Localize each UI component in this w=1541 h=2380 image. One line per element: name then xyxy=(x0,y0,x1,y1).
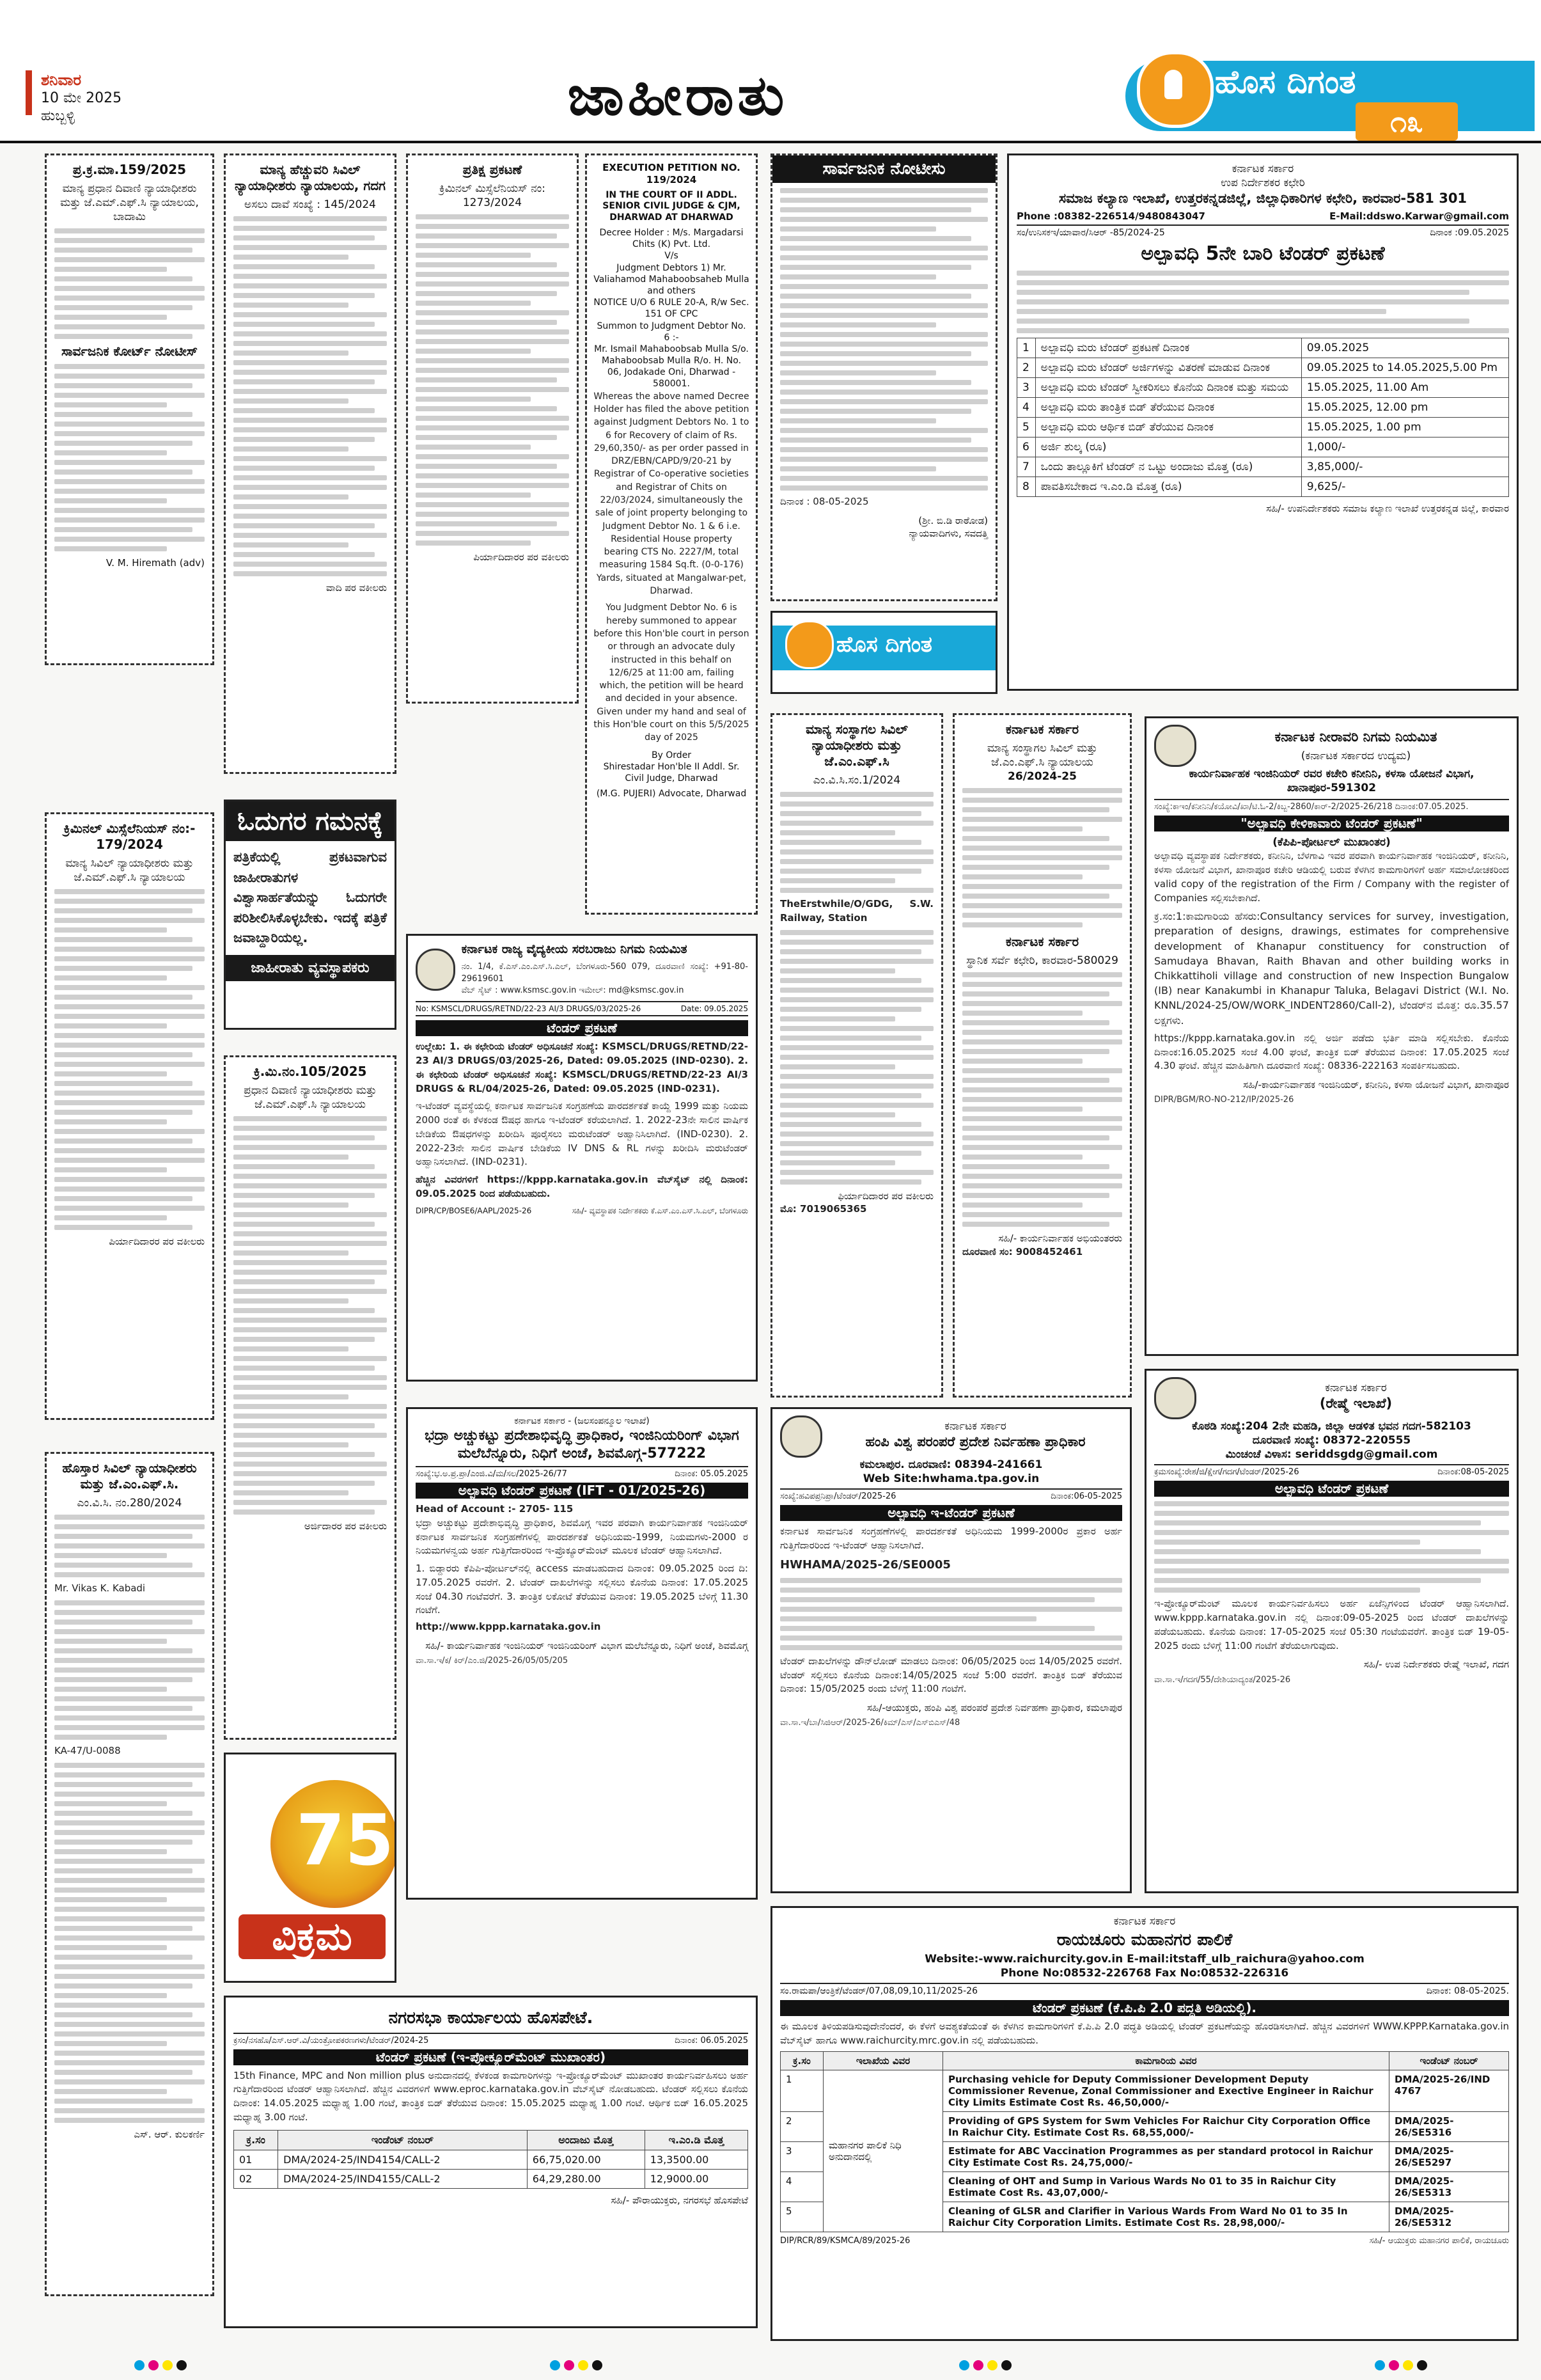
anniversary-number: 75 xyxy=(296,1799,395,1881)
knnl-logo-icon xyxy=(1154,725,1196,767)
table-cell: 3 xyxy=(781,2142,824,2172)
decree-holder: Decree Holder : M/s. Margadarsi Chits (K) Pvt. Ltd. xyxy=(599,228,744,250)
lamp-logo-icon xyxy=(1137,51,1214,128)
bhadra-body: ಭದ್ರಾ ಅಚ್ಚುಕಟ್ಟು ಪ್ರದೇಶಾಭಿವೃದ್ಧಿ ಪ್ರಾಧಿಕಾರ, ಶಿವಮೊಗ್ಗ ಇವರ ಪರವಾಗಿ ಕಾರ್ಯನಿರ್ವಾಹಕ ಇಂಜಿನಿಯರ್ ಕರ್ನಾಟಕ ಸಾರ್ವಜನಿಕ ಸಂಗ್ರಹಣೆಗಳಲ್ಲಿ ಪಾರದರ್ಶಕತೆ ಅಧಿನಿಯಮ-1999, ನಿಯಮಗಳು-2000 ರ ನಿಯಮಗಳನ್ವಯ ಅರ್ಹ ಗುತ್ತಿಗೆದಾರರಿಂದ ಇ-ಪ್ರೊಕ್ಯೂರ್‌ಮೆಂಟ್ ಮೂಲಕ ಟೆಂಡರ್ ಆಹ್ವಾನಿಸಲಾಗಿದೆ. xyxy=(416,1517,748,1557)
social-contact-row xyxy=(1017,210,1509,222)
notice-body-lines xyxy=(962,788,1122,927)
table-cell: DMA/2024-25/IND4155/CALL-2 xyxy=(278,2169,528,2188)
ksmsc-footer xyxy=(416,1206,748,1216)
raichur-body: ಈ ಮೂಲಕ ತಿಳಿಯಪಡಿಸುವುದೇನೆಂದರೆ, ಈ ಕೆಳಗೆ ಅವಶ್ಯಕತೆಯಂತೆ ಈ ಕೆಳಗಿನ ಕಾಮಗಾರಿಗಳಿಗೆ ಕೆ.ಪಿ.ಪಿ 2.0 ಪದ್ಧತಿ ಅಡಿಯಲ್ಲಿ ಟೆಂಡರ್ ಪ್ರಕಟಣೆಯನ್ನು ಹೊರಡಿಸಲಾಗಿದೆ. ಹೆಚ್ಚಿನ ವಿವರಗಳಿಗೆ WWW.KPPP.Karnataka.gov.in ವೆಬ್‌ಸೈಟ್ ಹಾಗೂ www.raichurcity.mrc.gov.in ನಲ್ಲಿ ಪಡೆಯಬಹುದು. xyxy=(780,2020,1509,2046)
ksmsc-address: ನಂ. 1/4, ಕೆ.ಎಸ್.ಎಂ.ಎಸ್.ಸಿ.ಎಲ್, ಬೆಂಗಳೂರು-560 079, ದೂರವಾಣಿ ಸಂಖ್ಯೆ: +91-80-29619601 xyxy=(461,961,748,984)
silk-heading: ಅಲ್ಪಾವಧಿ ಟೆಂಡರ್ ಪ್ರಕಟಣೆ xyxy=(1154,1481,1509,1497)
knnl-work-description: ಕ್ರ.ಸಂ:1:ಕಾಮಗಾರಿಯ ಹೆಸರು:Consultancy services for survey, investigation, preparation of designs, drawings, estimates for comprehensive development of Khanapur constituency for construction of Samudaya Bhavan, Raith Bhavan and other building works in Chikkattiholi village and construction of new Inspection Bungalow (IB) near Kanakumbi in Khanapur Taluka, Belagavi District (W.I. No. KNNL/2024-25/OW/WORK_INDENT2860/Call-2), ಟೆಂಡರ್‌ನ ಮೊತ್ತ: ರೂ.35.57 ಲಕ್ಷಗಳು. xyxy=(1154,910,1509,1027)
court-notice-mvc xyxy=(45,1452,214,2296)
bhadra-dates: 1. ಬಿಡ್ದಾರರು ಕೆಪಿಪಿ-ಪೋರ್ಟಲ್‌ನಲ್ಲಿ access ಮಾಡಬಹುದಾದ ದಿನಾಂಕ: 09.05.2025 ರಿಂದ ದಿ: 17.05.2025 ರವರೆಗೆ. 2. ಟೆಂಡರ್ ದಾಖಲೆಗಳನ್ನು ಸಲ್ಲಿಸಲು ಕೊನೆಯ ದಿನಾಂಕ: 17.05.2025 ಸಂಜೆ 04.30 ಗಂಟೆವರೆಗೆ. 3. ತಾಂತ್ರಿಕ ಲಕೋಟೆ ತೆರೆಯುವ ದಿನಾಂಕ: 19.05.2025 ಬೆಳಿಗ್ಗೆ 11.30 ಗಂಟೆಗೆ. xyxy=(416,1563,748,1616)
work-cell: Providing of GPS System for Swm Vehicles For Raichur City Corporation Office In Raichur City. Estimate Cost Rs. 68,55,000/- xyxy=(943,2112,1389,2142)
indent-cell: DMA/2025-26/SE5312 xyxy=(1389,2202,1509,2232)
advocate-signature: ಎಸ್. ಆರ್. ಕುಲಕರ್ಣಿ xyxy=(134,2128,205,2140)
ksmsc-signature: ಸಹಿ/- ವ್ಯವಸ್ಥಾಪಕ ನಿರ್ದೇಶಕರು ಕೆ.ಎಸ್.ಎಂ.ಎಸ್.ಸಿ.ಎಲ್, ಬೆಂಗಳೂರು xyxy=(572,1206,748,1215)
readers-notice-box xyxy=(224,800,396,1030)
table-cell: 4 xyxy=(1017,397,1036,417)
silk-signature: ಸಹಿ/- ಉಪ ನಿರ್ದೇಶಕರು ರೇಷ್ಮೆ ಇಲಾಖೆ, ಗದಗ xyxy=(1363,1659,1509,1671)
knnl-ref: ಸಂಖ್ಯೆ:ಕಾಇಂ/ಕನೀನಿನಿ/ಕಯೋವಿ/ಖಾ/ಟಿ.ಓ-2/ಕಿಬ್ಬ-2860/ಕಾರ್-2/2025-26/218 ದಿನಾಂಕ:07.05.2025. xyxy=(1154,799,1509,812)
table-cell: 7 xyxy=(1017,457,1036,477)
notice-body-lines xyxy=(54,1600,205,1740)
execution-petition-notice xyxy=(585,154,758,915)
brand-name: ಹೊಸ ದಿಗಂತ xyxy=(1215,63,1356,100)
hosapete-body: 15th Finance, MPC and Non million plus ಅನುದಾನದಲ್ಲಿ ಕೆಳಕಂಡ ಕಾಮಗಾರಿಗಳನ್ನು ಇ-ಪ್ರೋಕ್ಯೂರ್‌ಮೆಂಟ್ ಮುಖಾಂತರ ಕಾರ್ಯನಿರ್ವಹಿಸಲು ಅರ್ಹ ಗುತ್ತಿಗೆದಾರರಿಂದ ಟೆಂಡರ್ ಆಹ್ವಾನಿಸಲಾಗಿದೆ. ಹೆಚ್ಚಿನ ವಿವರಗಳಿಗೆ www.eproc.karnataka.gov.in ವೆಬ್‌ಸೈಟ್ ನೋಡಬಹುದು. ಟೆಂಡರ್ ಸಲ್ಲಿಸಲು ಕೊನೆಯ ದಿನಾಂಕ: 14.05.2025 ಮಧ್ಯಾಹ್ನ 1.00 ಗಂಟೆ, ತಾಂತ್ರಿಕ ಬಿಡ್ ತೆರೆಯುವ ದಿನಾಂಕ: 15.05.2025 ಮಧ್ಯಾಹ್ನ 1.00 ಗಂಟೆ. ಆರ್ಥಿಕ ಬಿಡ್ 16.05.2025 ಮಧ್ಯಾಹ್ನ 3.00 ಗಂಟೆ. xyxy=(233,2069,748,2123)
table-row xyxy=(234,2150,748,2169)
table-cell: 1 xyxy=(781,2070,824,2112)
bhadra-website[interactable]: http://www.kppp.karnataka.gov.in xyxy=(416,1621,601,1633)
raichur-tender-ad xyxy=(770,1906,1519,2341)
indent-cell: DMA/2025-26/SE5313 xyxy=(1389,2172,1509,2202)
page-header xyxy=(0,0,1541,143)
notice-phone: ದೂರವಾಣಿ ಸಂ: 9008452461 xyxy=(962,1245,1083,1257)
brand-masthead xyxy=(1125,45,1535,141)
ksmsc-heading: ಟೆಂಡರ್ ಪ್ರಕಟಣೆ xyxy=(416,1020,748,1036)
court-notice-gadag xyxy=(224,154,396,774)
hampi-tender-number: HWHAMA/2025-26/SE0005 xyxy=(780,1557,951,1572)
notice-subtitle-2: ಸ್ಥಾನಿಕ ಸರ್ವೆ ಕಛೇರಿ, ಕಾರವಾರ-580029 xyxy=(966,954,1118,968)
notice-title: ಪ್ರತಿಕ್ಷ ಪ್ರಕಟಣೆ xyxy=(462,162,522,177)
hosapete-title: ನಗರಸಭಾ ಕಾರ್ಯಾಲಯ ಹೊಸಪೇಟೆ. xyxy=(388,2008,593,2028)
ksmsc-references: ಉಲ್ಲೇಖ: 1. ಈ ಕಛೇರಿಯ ಟೆಂಡರ್ ಅಧಿಸೂಚನೆ ಸಂಖ್ಯೆ: KSMSCL/DRUGS/RETND/22-23 AI/3 DRUGS/03/2025-26, Dated: 09.05.2025 (IND-0230). 2. ಈ ಕಛೇರಿಯ ಟೆಂಡರ್ ಅಧಿಸೂಚನೆ ಸಂಖ್ಯೆ: KSMSCL/DRUGS/RETND/22-23 AI/3 DRUGS & RL/04/2025-26, Dated: 09.05.2025 (IND-0231). xyxy=(416,1041,748,1094)
notice-signature: ಸಹಿ/- ಕಾರ್ಯನಿರ್ವಾಹಕ ಅಭಿಯಂತರರು xyxy=(998,1233,1122,1245)
silk-ref: ಕ್ರಮಸಂಖ್ಯೆ:ರೇಶ/ಜಿ/ಕ್ಷೇಗ/ಗದಗ/ಟೆಂಡರ್/2025-26 xyxy=(1154,1467,1299,1478)
readers-notice-text: ಪತ್ರಿಕೆಯಲ್ಲಿ ಪ್ರಕಟವಾಗುವ ಜಾಹೀರಾತುಗಳ ವಿಶ್ವಾಸಾರ್ಹತೆಯನ್ನು ಓದುಗರೇ ಪರಿಶೀಲಿಸಿಕೊಳ್ಳಬೇಕು. ಇದಕ್ಕೆ ಪತ್ರಿಕೆ ಜವಾಬ್ದಾರಿಯಲ್ಲ. xyxy=(233,849,387,945)
notice-title: ಪ್ರ.ಕ್ರ.ಮಾ.159/2025 xyxy=(72,162,187,177)
public-notice-signature-place: ನ್ಯಾಯವಾದಿಗಳು, ಸವದತ್ತಿ xyxy=(909,528,988,539)
table-cell: 3 xyxy=(1017,377,1036,397)
col-header: ಕ್ರ.ಸಂ xyxy=(781,2052,824,2070)
public-notice-date: ದಿನಾಂಕ : 08-05-2025 xyxy=(780,496,869,507)
notice-body-lines xyxy=(416,214,569,546)
hampi-place: ಕಮಲಾಪುರ. ದೂರವಾಣಿ: 08394-241661 xyxy=(859,1458,1043,1471)
bhadra-ref: ಸಂಖ್ಯೆ:ಭ.ಅ.ಪ್ರ.ಪ್ರಾ/ಎಂಜಿ.ವಿ/ಮ/ಸಲ/2025-26/77 xyxy=(416,1469,567,1479)
table-cell: 15.05.2025, 1.00 pm xyxy=(1301,417,1508,437)
raichur-org: ರಾಯಚೂರು ಮಹಾನಗರ ಪಾಲಿಕೆ xyxy=(1056,1930,1233,1950)
table-row xyxy=(1017,457,1509,477)
hosapete-ref: ಕ್ರಸಂ/ನಸಹೊ/ಎಸ್.ಆರ್.ವಿ/ಯಂತ್ರೋಪಕರಣಗಳು/ಟೆಂಡರ್/2024-25 xyxy=(233,2035,429,2045)
silk-body-lines xyxy=(1154,1501,1509,1593)
advocate-signature: ಫಿರ್ಯಾದಿದಾರರ ಪರ ವಕೀಲರು xyxy=(838,1190,934,1202)
hampi-body: ಕರ್ನಾಟಕ ಸಾರ್ವಜನಿಕ ಸಂಗ್ರಹಣೆಗಳಲ್ಲಿ ಪಾರದರ್ಶಕತೆ ಅಧಿನಿಯಮ 1999-2000ರ ಪ್ರಕಾರ ಅರ್ಹ ಗುತ್ತಿಗೆದಾರರಿಂದ ಇ-ಟೆಂಡರ್ ಆಹ್ವಾನಿಸಲಾಗಿದೆ. xyxy=(780,1525,1122,1551)
table-cell: ಅಲ್ಪಾವಧಿ ಮರು ಟೆಂಡರ್ ಸ್ವೀಕರಿಸಲು ಕೊನೆಯ ದಿನಾಂಕ ಮತ್ತು ಸಮಯ xyxy=(1035,377,1301,397)
work-cell: Estimate for ABC Vaccination Programmes as per standard protocol in Raichur City Estimate Cost Rs. 24,75,000/- xyxy=(943,2142,1389,2172)
court-notice-crmisc-105 xyxy=(224,1055,396,1740)
table-cell: 15.05.2025, 12.00 pm xyxy=(1301,397,1508,417)
hampi-dipr-ref: ವಾ.ಸಾ.ಇ/ಬಾ/ಸಿಜಿಆರ್/2025-26/ಕಿಮ್/ಎಸ್/ಎಸ್‌ಬಿಎಸ್/48 xyxy=(780,1718,960,1728)
hampi-header xyxy=(780,1415,1122,1458)
registration-marks xyxy=(959,2360,1023,2374)
hampi-tender-ad xyxy=(770,1407,1132,1893)
knnl-office: ಕಾರ್ಯನಿರ್ವಾಹಕ ಇಂಜಿನಿಯರ್ ರವರ ಕಚೇರಿ ಕನೀನಿನಿ, ಕಳಸಾ ಯೋಜನೆ ವಿಭಾಗ, ಖಾನಾಪೂರ-591302 xyxy=(1189,768,1475,795)
knnl-heading: "ಅಲ್ಪಾವಧಿ ಕೇಳಿಕಾವಾರು ಟೆಂಡರ್ ಪ್ರಕಟಣೆ" xyxy=(1154,816,1509,831)
notice-body-lines xyxy=(780,930,934,1185)
table-cell: 13,3500.00 xyxy=(645,2150,747,2169)
col-header: ಇಂಡೆಂಟ್ ನಂಬರ್ xyxy=(1389,2052,1509,2070)
silk-phone: ದೂರವಾಣಿ ಸಂಖ್ಯೆ: 08372-220555 xyxy=(1252,1434,1411,1447)
work-cell: Purchasing vehicle for Deputy Commissioner Development Deputy Commissioner Revenue, Zonal Commissioner and Exective Engineer in Raichur City Limits Estimate Cost Rs. 46,50,000/- xyxy=(943,2070,1389,2112)
public-notice-title: ಸಾರ್ವಜನಿಕ ನೋಟೀಸು xyxy=(772,155,996,183)
notice-subtitle: ಅಸಲು ದಾವೆ ಸಂಖ್ಯೆ : 145/2024 xyxy=(244,198,376,211)
table-cell: 4 xyxy=(781,2172,824,2202)
col-header: ಅಂದಾಜು ಮೊತ್ತ xyxy=(527,2130,645,2150)
bhadra-tender-ad xyxy=(406,1407,758,1900)
social-govt-title: ಕರ್ನಾಟಕ ಸರ್ಕಾರ xyxy=(1232,162,1294,175)
table-cell: 5 xyxy=(1017,417,1036,437)
table-row xyxy=(1017,437,1509,457)
notice-body-lines xyxy=(54,1763,205,2123)
hampi-dates: ಟೆಂಡರ್ ದಾಖಲೆಗಳನ್ನು ಡೌನ್‌ಲೋಡ್ ಮಾಡಲು ದಿನಾಂಕ: 06/05/2025 ರಿಂದ 14/05/2025 ರವರೆಗೆ. ಟೆಂಡರ್ ಸಲ್ಲಿಸಲು ಕೊನೆಯ ದಿನಾಂಕ:14/05/2025 ಸಂಜೆ 5:00 ರವರೆಗೆ. ತಾಂತ್ರಿಕ ಬಿಡ್ ತೆರೆಯುವ ದಿನಾಂಕ: 15/05/2025 ರಂದು ಬೆಳಗ್ಗೆ 11:00 ಗಂಟೆಗೆ. xyxy=(780,1655,1122,1695)
social-org: ಸಮಾಜ ಕಲ್ಯಾಣ ಇಲಾಖೆ, ಉತ್ತರಕನ್ನಡಜಿಲ್ಲೆ, ಜಿಲ್ಲಾಧಿಕಾರಿಗಳ ಕಛೇರಿ, ಕಾರವಾರ-581 301 xyxy=(1058,191,1467,207)
notice-body-lines xyxy=(780,188,988,491)
notice-title: ಕ್ರಿಮಿನಲ್ ಮಿಸ್ಸೆಲೆನಿಯಸ್ ನಂ:- 179/2024 xyxy=(63,821,196,852)
summon-heading: Summon to Judgment Debtor No. 6 :- xyxy=(597,320,746,343)
ksmsc-date: Date: 09.05.2025 xyxy=(680,1004,748,1014)
raichur-phone: Phone No:08532-226768 Fax No:08532-226316 xyxy=(1000,1966,1289,1980)
table-cell: ಒಂದು ತಾಲ್ಲೂಕಿಗೆ ಟೆಂಡರ್ ನ ಒಟ್ಟು ಅಂದಾಜು ಮೊತ್ತ (ರೂ) xyxy=(1035,457,1301,477)
hosapete-tender-ad xyxy=(224,1996,758,2328)
advocate-signature: V. M. Hiremath (adv) xyxy=(106,557,205,569)
bhadra-govt-title: ಕರ್ನಾಟಕ ಸರ್ಕಾರ - (ಜಲಸಂಪನ್ಮೂಲ ಇಲಾಖೆ) xyxy=(514,1416,650,1426)
hampi-emblem-icon xyxy=(780,1415,822,1458)
notice-subtitle: ಪ್ರಧಾನ ದಿವಾಣಿ ನ್ಯಾಯಾಧೀಶರು ಮತ್ತು ಜೆ.ಎಮ್.ಎಫ್.ಸಿ ನ್ಯಾಯಾಲಯ xyxy=(244,1084,377,1112)
party-name: TheErstwhile/O/GDG, S.W. Railway, Station xyxy=(780,898,934,924)
silk-dept: (ರೇಷ್ಮೆ ಇಲಾಖೆ) xyxy=(1319,1395,1393,1411)
social-signature: ಸಹಿ/- ಉಪನಿರ್ದೇಶಕರು ಸಮಾಜ ಕಲ್ಯಾಣ ಇಲಾಖೆ ಉತ್ತರಕನ್ನಡ ಜಿಲ್ಲೆ, ಕಾರವಾರ xyxy=(1266,502,1509,514)
public-notice-signature: (ಶ್ರೀ. ಬಿ.ಡಿ ರಾಠೋಡ) xyxy=(918,514,988,526)
hampi-date: ದಿನಾಂಕ:06-05-2025 xyxy=(1051,1492,1122,1502)
bhadra-ref-row xyxy=(416,1466,748,1479)
hosapete-signature: ಸಹಿ/- ಪೌರಾಯುಕ್ತರು, ನಗರಸಭೆ ಹೊಸಪೇಟೆ xyxy=(611,2194,748,2206)
petition-number: EXECUTION PETITION NO. 119/2024 xyxy=(602,162,740,185)
registration-marks xyxy=(134,2360,198,2374)
table-cell: 2 xyxy=(1017,358,1036,377)
work-cell: Cleaning of GLSR and Clarifier in Various Wards From Ward No 01 to 35 In Raichur City Corporation Limits. Estimate Cost Rs. 28,98,000/- xyxy=(943,2202,1389,2232)
notice-title: ಮಾನ್ಯ ಹೆಚ್ಚುವರಿ ಸಿವಿಲ್ ನ್ಯಾಯಾಧೀಶರು ನ್ಯಾಯಾಲಯ, ಗದಗ xyxy=(235,162,386,193)
social-heading: ಅಲ್ಪಾವಧಿ 5ನೇ ಬಾರಿ ಟೆಂಡರ್ ಪ್ರಕಟಣೆ xyxy=(1141,242,1385,265)
public-notice-savadatti xyxy=(770,154,997,601)
table-cell: DMA/2024-25/IND4154/CALL-2 xyxy=(278,2150,528,2169)
col-header: ಇಲಾಖೆಯ ವಿವರ xyxy=(824,2052,943,2070)
notice-body-lines xyxy=(54,1515,205,1577)
advocate-name: (M.G. PUJERI) Advocate, Dharwad xyxy=(596,789,747,800)
table-cell: ಅಲ್ಪಾವಧಿ ಮರು ಟೆಂಡರ್ ಅರ್ಜಿಗಳನ್ನು ವಿತರಣೆ ಮಾಡುವ ದಿನಾಂಕ xyxy=(1035,358,1301,377)
midcol-notices xyxy=(953,713,1132,1398)
social-phone: Phone :08382-226514/9480843047 xyxy=(1017,210,1205,223)
hosapete-heading: ಟೆಂಡರ್ ಪ್ರಕಟಣೆ (ಇ-ಪ್ರೋಕ್ಯೂರ್‌ಮೆಂಟ್ ಮುಖಾಂತರ) xyxy=(233,2049,748,2065)
notice-title: ಕರ್ನಾಟಕ ಸರ್ಕಾರ xyxy=(1005,721,1079,737)
advocate-signature: ಅರ್ಜಿದಾರರ ಪರ ವಕೀಲರು xyxy=(304,1520,387,1533)
social-email: E-Mail:ddswo.Karwar@gmail.com xyxy=(1329,210,1509,223)
notice-body-lines xyxy=(233,1116,387,1515)
registration-marks xyxy=(1375,2360,1439,2374)
table-cell: 12,9000.00 xyxy=(645,2169,747,2188)
raichur-signature: ಸಹಿ/- ಆಯುಕ್ತರು ಮಹಾನಗರ ಪಾಲಿಕೆ, ರಾಯಚೂರು xyxy=(1369,2236,1509,2246)
notice-body-lines xyxy=(233,216,387,576)
table-cell: 1 xyxy=(1017,338,1036,358)
table-cell: 15.05.2025, 11.00 Am xyxy=(1301,377,1508,397)
ksmsc-ref: No: KSMSCL/DRUGS/RETND/22-23 AI/3 DRUGS/03/2025-26 xyxy=(416,1004,641,1014)
notice-subtitle: ಎಂ.ವಿ.ಸಿ. ನಂ.280/2024 xyxy=(77,1497,182,1509)
silk-ref-row xyxy=(1154,1464,1509,1477)
raichur-dipr-ref: DIP/RCR/89/KSMCA/89/2025-26 xyxy=(780,2236,911,2246)
silk-email: ಮಿಂಚಂಚೆ ವಿಳಾಸ: seriddsgdg@gmail.com xyxy=(1225,1448,1438,1462)
date-block xyxy=(41,70,207,125)
hampi-body-lines xyxy=(780,1578,1122,1650)
advocate-signature: ಪಿರ್ಯಾದಿದಾರರ ಪರ ವಕೀಲರು xyxy=(473,551,569,563)
table-row xyxy=(1017,397,1509,417)
bhadra-org: ಭದ್ರಾ ಅಚ್ಚುಕಟ್ಟು ಪ್ರದೇಶಾಭಿವೃದ್ಧಿ ಪ್ರಾಧಿಕಾರ, ಇಂಜಿನಿಯರಿಂಗ್ ವಿಭಾಗ ಮಲೆಬೆನ್ನೂರು, ನಿಧಿಗೆ ಅಂಚೆ, ಶಿವಮೊಗ್ಗ-577222 xyxy=(425,1428,739,1462)
col-header: ಕ್ರ.ಸಂ xyxy=(234,2130,278,2150)
table-cell: 66,75,020.00 xyxy=(527,2150,645,2169)
knnl-signature: ಸಹಿ/-ಕಾರ್ಯನಿರ್ವಾಹಕ ಇಂಜಿನಿಯರ್, ಕನೀನಿನಿ, ಕಳಸಾ ಯೋಜನೆ ವಿಭಾಗ, ಖಾನಾಪೂರ xyxy=(1243,1079,1509,1091)
ksmsc-ref-row xyxy=(416,1001,748,1016)
notice-title: ಹೊಸ್ತಾರ ಸಿವಿಲ್ ನ್ಯಾಯಾಧೀಶರು ಮತ್ತು ಜೆ.ಎಂ.ಎಫ್.ಸಿ. xyxy=(62,1460,197,1492)
col-header: ಕಾಮಗಾರಿಯ ವಿವರ xyxy=(943,2052,1389,2070)
social-body-lines xyxy=(1017,271,1509,333)
table-cell: 9,625/- xyxy=(1301,477,1508,496)
bhadra-head-of-account: Head of Account :- 2705- 115 xyxy=(416,1503,574,1515)
table-row xyxy=(1017,377,1509,397)
readers-notice-footer: ಜಾಹೀರಾತು ವ್ಯವಸ್ಥಾಪಕರು xyxy=(226,955,395,981)
advocate-phone: ಮೊ: 7019065365 xyxy=(780,1202,867,1215)
silk-govt-title: ಕರ್ನಾಟಕ ಸರ್ಕಾರ xyxy=(1325,1381,1387,1394)
col-header: ಇ.ಎಂ.ಡಿ ಮೊತ್ತ xyxy=(645,2130,747,2150)
ksmsc-web-note: ಹೆಚ್ಚಿನ ವಿವರಗಳಿಗೆ https://kppp.karnataka.gov.in ವೆಬ್‌ಸೈಟ್ ನಲ್ಲಿ ದಿನಾಂಕ: 09.05.2025 ರಿಂದ ಪಡೆಯಬಹುದು. xyxy=(416,1174,748,1199)
table-row xyxy=(234,2169,748,2188)
ksmsc-web: ವೆಬ್ ಸೈಟ್ : www.ksmsc.gov.in ಇಮೇಲ್: md@ksmsc.gov.in xyxy=(461,986,684,996)
vehicle-number: KA-47/U-0088 xyxy=(54,1744,121,1756)
court-shirestadar: Shirestadar Hon'ble II Addl. Sr. Civil Judge, Dharwad xyxy=(603,761,740,784)
notice-subtitle: ಮಾನ್ಯ ಸಿವಿಲ್ ನ್ಯಾಯಾಧೀಶರು ಮತ್ತು ಜೆ.ಎಮ್.ಎಫ್.ಸಿ ನ್ಯಾಯಾಲಯ xyxy=(65,857,194,885)
notice-body-lines xyxy=(962,972,1122,1227)
mini-lamp-logo-icon xyxy=(785,620,834,669)
knnl-dipr-ref: DIPR/BGM/RO-NO-212/IP/2025-26 xyxy=(1154,1095,1294,1105)
ksmsc-tender-ad xyxy=(406,934,758,1382)
debtor-address: Mr. Ismail Mahaboobsab Mulla S/o. Mahaboobsab Mulla R/o. H. No. 06, Jodakade Oni, Dharwad - 580001. xyxy=(594,343,749,390)
hampi-org: ಹಂಪಿ ವಿಶ್ವ ಪರಂಪರೆ ಪ್ರದೇಶ ನಿರ್ವಹಣಾ ಪ್ರಾಧಿಕಾರ xyxy=(865,1433,1086,1449)
knnl-subheading: (ಕೆಪಿಪಿ-ಪೋರ್ಟಲ್ ಮುಖಾಂತರ) xyxy=(1272,836,1391,849)
vikrama-ad xyxy=(224,1753,396,1983)
page-title: ಜಾಹೀರಾತು xyxy=(567,63,788,128)
court-notice-1273 xyxy=(406,154,579,704)
table-cell: 1,000/- xyxy=(1301,437,1508,457)
by-order: By Order xyxy=(651,750,692,760)
place-label: ಹುಬ್ಬಳ್ಳಿ xyxy=(41,107,75,124)
advocate-signature: ಪಿರ್ಯಾದಿದಾರರ ಪರ ವಕೀಲರು xyxy=(109,1236,205,1248)
hampi-ref: ಸಂಖ್ಯೆ:ಹವಿಪಪ್ರನಿಪ್ರಾ/ಟೆಂಡರ್/2025-26 xyxy=(780,1492,896,1502)
hampi-ref-row xyxy=(780,1488,1122,1501)
table-cell: 02 xyxy=(234,2169,278,2188)
table-cell: 64,29,280.00 xyxy=(527,2169,645,2188)
silk-dipr-ref: ವಾ.ಸಾ.ಇ/ಗದಗ/55/ದೇಶಿಯಾದ್ಯಂತ/2025-26 xyxy=(1154,1675,1291,1685)
raichur-table xyxy=(780,2051,1509,2232)
hampi-website[interactable]: Web Site:hwhama.tpa.gov.in xyxy=(863,1472,1040,1486)
notice-subtitle: ಮಾನ್ಯ ಸಂಸ್ಥಾಗಲ ಸಿವಿಲ್ ಮತ್ತು ಜೆ.ಎಂ.ಎಫ್.ಸಿ ನ್ಯಾಯಾಲಯ xyxy=(987,742,1098,769)
ksmsc-dipr-ref: DIPR/CP/BOSE6/AAPL/2025-26 xyxy=(416,1206,532,1215)
table-row xyxy=(1017,358,1509,377)
silk-tender-ad xyxy=(1145,1369,1519,1893)
notice-body-lines xyxy=(54,228,205,339)
knnl-title: ಕರ್ನಾಟಕ ನೀರಾವರಿ ನಿಗಮ ನಿಯಮಿತ xyxy=(1274,729,1437,745)
table-cell: 3,85,000/- xyxy=(1301,457,1508,477)
mini-brand-name: ಹೊಸ ದಿಗಂತ xyxy=(836,632,932,658)
social-date: ದಿನಾಂಕ :09.05.2025 xyxy=(1430,228,1509,239)
hosapete-date: ದಿನಾಂಕ: 06.05.2025 xyxy=(675,2035,748,2045)
notice-subtitle: ಕ್ರಿಮಿನಲ್ ಮಿಸ್ಸೆಲೆನಿಯಸ್ ನಂ: 1273/2024 xyxy=(439,182,545,210)
col-header: ಇಂಡೆಂಟ್ ನಂಬರ್ xyxy=(278,2130,528,2150)
hosapete-table xyxy=(233,2130,748,2189)
notice-heading: ಸಾರ್ವಜನಿಕ ಕೋರ್ಟ್ ನೋಟೀಸ್ xyxy=(61,343,198,359)
hampi-heading: ಅಲ್ಪಾವಧಿ ಇ-ಟೆಂಡರ್ ಪ್ರಕಟಣೆ xyxy=(780,1505,1122,1521)
ksmsc-body: ಇ-ಟೆಂಡರ್ ವ್ಯವಸ್ಥೆಯಲ್ಲಿ ಕರ್ನಾಟಕ ಸಾರ್ವಜನಿಕ ಸಂಗ್ರಹಣೆಯ ಪಾರದರ್ಶಕತೆ ಕಾಯ್ದೆ 1999 ಮತ್ತು ನಿಯಮ 2000 ರಂತೆ ಈ ಕೆಳಕಂಡ ಔಷಧ ಹಾಗೂ ಇ-ಟೆಂಡರ್ ಕರೆಯಲಾಗಿದೆ. 1. 2022-23ನೇ ಸಾಲಿನ ವಾರ್ಷಿಕ ಬೇಡಿಕೆಯ ಔಷಧಗಳನ್ನು ಖರೀದಿಸಿ ಪೂರೈಸಲು ಮರುಟೆಂಡರ್ ಅಹ್ವಾನಿಸಿಲಾಗಿದೆ. (IND-0230). 2. 2022-23ನೇ ಸಾಲಿನ ವಾರ್ಷಿಕ ಬೇಡಿಕೆಯ IV DNS & RL ಗಳನ್ನು ಖರೀದಿಸಿ ಮರುಟೆಂಡರ್ ಅಹ್ವಾನಿಸಲಾಗಿದೆ. (IND-0231). xyxy=(416,1100,748,1168)
table-cell: 01 xyxy=(234,2150,278,2169)
social-dept: ಉಪ ನಿರ್ದೇಶಕರ ಕಛೇರಿ xyxy=(1221,177,1305,190)
work-cell: Cleaning of OHT and Sump in Various Wards No 01 to 35 in Raichur City Estimate Cost Rs. 43,07,000/- xyxy=(943,2172,1389,2202)
hosa-digantha-mini-ad xyxy=(770,611,997,694)
indent-cell: DMA/2025-26/SE5316 xyxy=(1389,2112,1509,2142)
notice-body-lines xyxy=(780,792,934,893)
social-welfare-tender-ad xyxy=(1007,154,1519,691)
date-accent-bar xyxy=(26,70,32,115)
bhadra-signature: ಸಹಿ/- ಕಾರ್ಯನಿರ್ವಾಹಕ ಇಂಜಿನಿಯರ್ ಇಂಜಿನಿಯರಿಂಗ್ ವಿಭಾಗ ಮಲೆಬೆನ್ನೂರು, ನಿಧಿಗೆ ಅಂಚೆ, ಶಿವಮೊಗ್ಗ xyxy=(425,1639,748,1651)
readers-notice-title: ಓದುಗರ ಗಮನಕ್ಕೆ xyxy=(226,801,395,841)
silk-emblem-icon xyxy=(1154,1377,1196,1419)
ksmsc-header xyxy=(416,942,748,997)
court-name: IN THE COURT OF II ADDL. SENIOR CIVIL JUDGE & CJM, DHARWAD AT DHARWAD xyxy=(602,189,740,223)
knnl-dates: https://kppp.karnataka.gov.in ನಲ್ಲಿ ಅರ್ಜಿ ಪಡೆದು ಭರ್ತಿ ಮಾಡಿ ಸಲ್ಲಿಸಬೇಕು. ಕೊನೆಯ ದಿನಾಂಕ:16.05.2025 ಸಂಜೆ 4.00 ಘಂಟೆ, ತಾಂತ್ರಿಕ ಬಿಡ್ ತೆರೆಯುವ ದಿನಾಂಕ: 17.05.2025 ಸಂಜೆ 4.30 ಘಂಟೆ. ಹೆಚ್ಚಿನ ಮಾಹಿತಿಗಾಗಿ ದೂರವಾಣಿ ಸಂಖ್ಯೆ: 08336-222163 ಸಂಪರ್ಕಿಸಬಹುದು. xyxy=(1154,1032,1509,1072)
raichur-footer xyxy=(780,2236,1509,2246)
table-cell: ಪಾವತಿಸಬೇಕಾದ ಇ.ಎಂ.ಡಿ ಮೊತ್ತ (ರೂ) xyxy=(1035,477,1301,496)
registration-marks xyxy=(550,2360,614,2374)
raichur-web: Website:-www.raichurcity.gov.in E-mail:itstaff_ulb_raichura@yahoo.com xyxy=(925,1952,1365,1966)
table-cell: 8 xyxy=(1017,477,1036,496)
date-label: 10 ಮೇ 2025 xyxy=(41,90,122,106)
raichur-ref: ಸಂ.ರಾಮಪಾ/ಆಂತ್ರಿಕೆ/ಟೆಂಡರ್/07,08,09,10,11/2025-26 xyxy=(780,1985,978,1996)
vikrama-name: ವಿಕ್ರಮ xyxy=(239,1914,386,1959)
bhadra-heading: ಅಲ್ಪಾವಧಿ ಟೆಂಡರ್ ಪ್ರಕಟಣೆ (IFT - 01/2025-26) xyxy=(416,1483,748,1499)
table-row xyxy=(1017,338,1509,358)
notice-title: ಕ್ರಿ.ಮಿ.ನಂ.105/2025 xyxy=(253,1064,367,1079)
notice-subtitle: ಎಂ.ವಿ.ಸಿ.ಸಂ.1/2024 xyxy=(813,774,901,787)
court-notice-badami xyxy=(45,154,214,665)
judgment-debtors: Judgment Debtors 1) Mr. Valiahamod Mahaboobsaheb Mulla and others xyxy=(593,262,749,296)
indent-cell: DMA/2025-26/IND 4767 xyxy=(1389,2070,1509,2112)
ksmsc-title: ಕರ್ನಾಟಕ ರಾಜ್ಯ ವೈದ್ಯಕೀಯ ಸರಬರಾಜು ನಿಗಮ ನಿಯಮಿತ xyxy=(461,942,687,956)
social-tender-table xyxy=(1017,338,1509,497)
silk-date: ದಿನಾಂಕ:08-05-2025 xyxy=(1437,1467,1509,1478)
hampi-signature: ಸಹಿ/-ಆಯುಕ್ತರು, ಹಂಪಿ ವಿಶ್ವ ಪರಂಪರೆ ಪ್ರದೇಶ ನಿರ್ವಹಣಾ ಪ್ರಾಧಿಕಾರ, ಕಮಲಾಪುರ xyxy=(867,1702,1122,1714)
knnl-body: ಅಲ್ಪಾವಧಿ ವ್ಯವಸ್ಥಾಪಕ ನಿರ್ದೇಶಕರು, ಕನೀನಿನಿ, ಬೆಳಗಾವಿ ಇವರ ಪರವಾಗಿ ಕಾರ್ಯನಿರ್ವಾಹಕ ಇಂಜಿನಿಯರ್, ಕನೀನಿನಿ, ಕಳಸಾ ಯೋಜನೆ ವಿಭಾಗ, ಖಾನಾಪೂರ ಕಚೇರಿ ಆಡಿಯಲ್ಲಿ ಬರುವ ಕೆಳಗಿನ ಕಾಮಗಾರಿಗಳಿಗೆ ಅರ್ಹ ಸಮಾಲೋಚಕರಿಂದ valid copy of the registration of the Firm / Company with the register of Companies ಸಲ್ಲಿಸಬೇಕಾಗಿದೆ. xyxy=(1154,850,1509,904)
social-ref: ಸಂ/ಉನಿಸಕಇ/ಯಾವಾರ/ಸಿಆರ್ -85/2024-25 xyxy=(1017,228,1165,239)
silk-body: ಇ-ಪ್ರೋಕ್ಯೂರ್‌ಮೆಂಟ್ ಮೂಲಕ ಕಾರ್ಯನಿರ್ವಹಿಸಲು ಅರ್ಹ ಏಜೆನ್ಸಿಗಳಿಂದ ಟೆಂಡರ್ ಆಹ್ವಾನಿಸಲಾಗಿದೆ. www.kppp.karnataka.gov.in ನಲ್ಲಿ ದಿನಾಂಕ:09-05-2025 ರಿಂದ ಟೆಂಡರ್ ದಾಖಲೆಗಳನ್ನು ಪಡೆಯಬಹುದು. ಕೊನೆಯ ದಿನಾಂಕ: 17-05-2025 ಸಂಜೆ 05:30 ಗಂಟೆಯವರೆಗೆ. ತಾಂತ್ರಿಕ ಬಿಡ್ 19-05-2025 ರಂದು ಬೆಳಿಗ್ಗೆ 11:00 ಗಂಟೆಗೆ ತೆರೆಯಲಾಗುವುದು. xyxy=(1154,1598,1509,1651)
petition-body-2: You Judgment Debtor No. 6 is hereby summoned to appear before this Hon'ble court in person or through an advocate duly instructed in this behalf on 12/6/25 at 11:00 am, failing which, the petition will be heard and decided in your absence. Given under my hand and seal of this Hon'ble court on this 5/5/2025 day of 2025 xyxy=(593,603,749,743)
table-cell: ಅಲ್ಪಾವಧಿ ಮರು ಟೆಂಡರ್ ಪ್ರಕಟಣೆ ದಿನಾಂಕ xyxy=(1035,338,1301,358)
raichur-govt-title: ಕರ್ನಾಟಕ ಸರ್ಕಾರ xyxy=(1113,1915,1176,1928)
knnl-subtitle: (ಕರ್ನಾಟಕ ಸರ್ಕಾರದ ಉದ್ಯಮ) xyxy=(1301,750,1411,763)
table-cell: 5 xyxy=(781,2202,824,2232)
silk-header xyxy=(1154,1377,1509,1419)
raichur-ref-row xyxy=(780,1983,1509,1996)
table-row xyxy=(781,2070,1509,2112)
bhadra-date: ದಿನಾಂಕ: 05.05.2025 xyxy=(675,1469,748,1479)
table-cell: 09.05.2025 to 14.05.2025,5.00 Pm xyxy=(1301,358,1508,377)
party-name: Mr. Vikas K. Kabadi xyxy=(54,1582,146,1595)
raichur-date: ದಿನಾಂಕ: 08-05-2025. xyxy=(1426,1985,1509,1996)
notice-body-lines xyxy=(54,364,205,551)
govt-emblem-icon xyxy=(416,949,455,991)
notice-subtitle: ಮಾನ್ಯ ಪ್ರಧಾನ ದಿವಾಣಿ ನ್ಯಾಯಾಧೀಶರು ಮತ್ತು ಜೆ.ಎಮ್.ಎಫ್.ಸಿ ನ್ಯಾಯಾಲಯ, ಬಾದಾಮಿ xyxy=(60,182,199,224)
knnl-header xyxy=(1154,725,1509,767)
court-notice-mvc-sa xyxy=(770,713,943,1398)
notice-body-lines xyxy=(54,889,205,1230)
petition-body: Whereas the above named Decree Holder has filed the above petition against Judgment Debtors No. 1 to 6 for Recovery of claim of Rs. 29,60,350/- as per order passed in DRZ/EBN/CAPD/9/20-21 by Registrar of Co-operative societies and Registrar of Chits on 22/03/2024, simultaneously the sale of joint property belonging to Judgment Debtor No. 1 & 6 i.e. Residential House property bearing CTS No. 2227/M, total measuring 1584 Sq.ft. (0-0-176) Yards, situated at Mangalwar-pet, Dharwad. xyxy=(593,391,749,597)
notice-rule: NOTICE U/O 6 RULE 20-A, R/w Sec. 151 OF CPC xyxy=(593,297,749,320)
raichur-heading: ಟೆಂಡರ್ ಪ್ರಕಟಣೆ (ಕೆ.ಪಿ.ಪಿ 2.0 ಪದ್ಧತಿ ಅಡಿಯಲ್ಲಿ). xyxy=(780,2000,1509,2016)
table-row xyxy=(1017,417,1509,437)
hosapete-ref-row xyxy=(233,2033,748,2045)
knnl-tender-ad xyxy=(1145,716,1519,1356)
day-label: ಶನಿವಾರ xyxy=(41,71,82,89)
table-cell: ಅರ್ಜಿ ಶುಲ್ಕ (ರೂ) xyxy=(1035,437,1301,457)
hampi-govt-title: ಕರ್ನಾಟಕ ಸರ್ಕಾರ xyxy=(944,1419,1006,1433)
court-notice-crmisc xyxy=(45,812,214,1420)
notice-ref: 26/2024-25 xyxy=(1008,770,1077,784)
notice-title: ಮಾನ್ಯ ಸಂಸ್ಥಾಗಲ ಸಿವಿಲ್ ನ್ಯಾಯಾಧೀಶರು ಮತ್ತು ಜೆ.ಎಂ.ಎಫ್.ಸಿ xyxy=(806,721,908,769)
advocate-signature: ವಾದಿ ಪರ ವಕೀಲರು xyxy=(325,582,387,594)
social-ref-row xyxy=(1017,225,1509,238)
table-cell: ಅಲ್ಪಾವಧಿ ಮರು ಆರ್ಥಿಕ ಬಿಡ್ ತೆರೆಯುವ ದಿನಾಂಕ xyxy=(1035,417,1301,437)
table-cell: 6 xyxy=(1017,437,1036,457)
table-cell: 2 xyxy=(781,2112,824,2142)
indent-cell: DMA/2025-26/SE5297 xyxy=(1389,2142,1509,2172)
table-cell: ಅಲ್ಪಾವಧಿ ಮರು ತಾಂತ್ರಿಕ ಬಿಡ್ ತೆರೆಯುವ ದಿನಾಂಕ xyxy=(1035,397,1301,417)
page-number: ೧೩ xyxy=(1356,102,1458,141)
table-cell: 09.05.2025 xyxy=(1301,338,1508,358)
silk-office: ಕೊಠಡಿ ಸಂಖ್ಯೆ:204 2ನೇ ಮಹಡಿ, ಜಿಲ್ಲಾ ಆಡಳಿತ ಭವನ ಗದಗ-582103 xyxy=(1192,1420,1471,1433)
bhadra-dipr-ref: ವಾ.ಸಾ.ಇ/ಕ/ ಕಿರ್/ಎಂ.ಜಿ/2025-26/05/05/205 xyxy=(416,1656,568,1666)
table-row xyxy=(1017,477,1509,496)
dept-cell: ಮಹಾನಗರ ಪಾಲಿಕೆ ನಿಧಿ ಅನುದಾನದಲ್ಲಿ xyxy=(824,2070,943,2232)
versus-label: V/s xyxy=(664,251,678,262)
notice-title-2: ಕರ್ನಾಟಕ ಸರ್ಕಾರ xyxy=(1005,934,1079,950)
